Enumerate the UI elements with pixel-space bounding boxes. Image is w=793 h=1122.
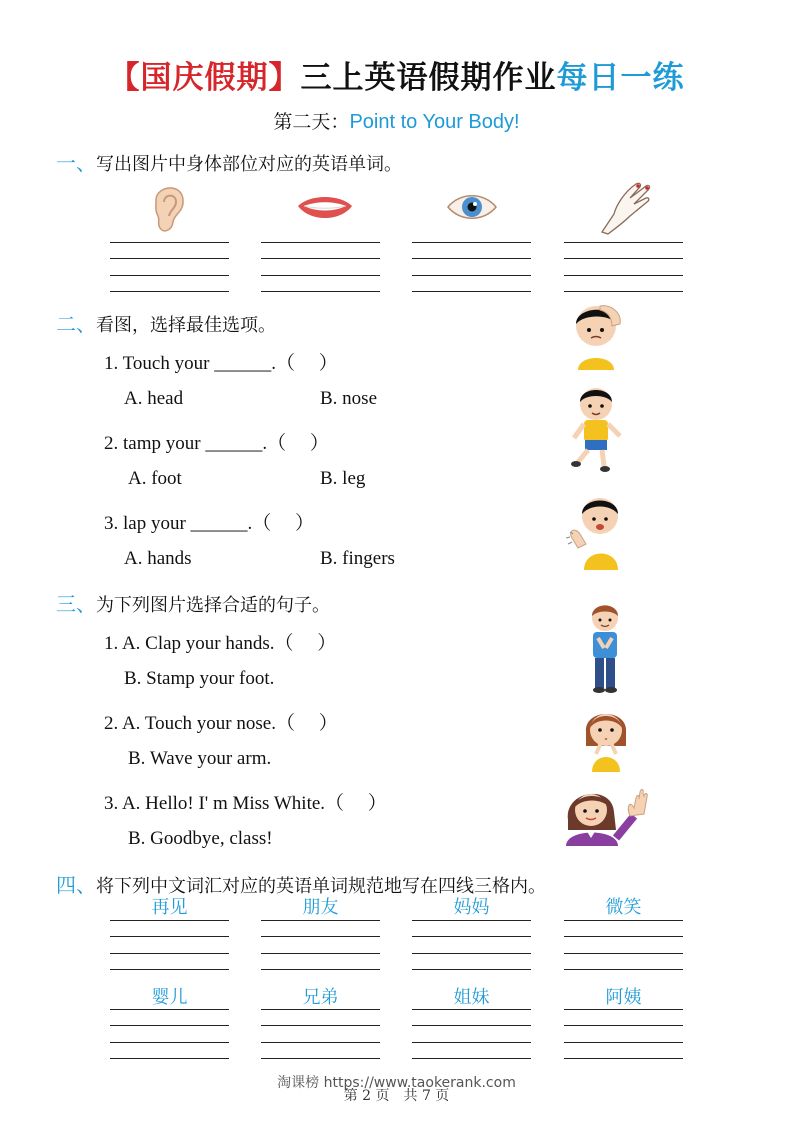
boy-touching-head-illustration	[570, 300, 626, 370]
writing-lines-4[interactable]	[564, 242, 683, 292]
word-sister: 姐妹	[453, 987, 490, 1008]
writing-lines-row1-2[interactable]	[261, 920, 380, 970]
s3-q2-option-b[interactable]: B. Wave your arm.	[128, 748, 272, 769]
ear-icon	[148, 180, 188, 236]
eye-icon	[446, 190, 498, 224]
s3-q3-option-b[interactable]: B. Goodbye, class!	[128, 828, 273, 849]
subtitle-theme: Point to Your Body!	[349, 111, 520, 133]
footer-page-number: 第 2 页 共 7 页	[343, 1088, 450, 1104]
word-goodbye: 再见	[151, 897, 188, 918]
s3-q3-option-a[interactable]: 3. A. Hello! I' m Miss White.（ ）	[104, 793, 387, 814]
s2-q2-option-b[interactable]: B. leg	[320, 468, 366, 489]
section4-number: 四、	[56, 873, 96, 897]
s2-q3-option-b[interactable]: B. fingers	[320, 548, 395, 569]
section1-text: 写出图片中身体部位对应的英语单词。	[96, 154, 402, 175]
s3-q2-option-a[interactable]: 2. A. Touch your nose.（ ）	[104, 713, 338, 734]
s2-q2-stem: 2. tamp your ______.（ ）	[104, 433, 329, 454]
s2-q1-option-b[interactable]: B. nose	[320, 388, 377, 409]
s3-q1-option-b[interactable]: B. Stamp your foot.	[124, 668, 275, 689]
writing-lines-row2-2[interactable]	[261, 1009, 380, 1059]
word-smile: 微笑	[605, 897, 642, 918]
boy-stamping-foot-illustration	[568, 384, 626, 474]
mouth-icon	[296, 192, 354, 224]
word-aunt: 阿姨	[605, 987, 642, 1008]
writing-lines-1[interactable]	[110, 242, 229, 292]
section2-heading	[56, 308, 276, 337]
writing-lines-row1-4[interactable]	[564, 920, 683, 970]
writing-lines-row1-3[interactable]	[412, 920, 531, 970]
section3-number: 三、	[56, 592, 96, 616]
writing-lines-row2-3[interactable]	[412, 1009, 531, 1059]
boy-clapping-standing-illustration	[584, 602, 626, 694]
writing-lines-3[interactable]	[412, 242, 531, 292]
section2-number: 二、	[56, 312, 96, 336]
section4-text: 将下列中文词汇对应的英语单词规范地写在四线三格内。	[96, 876, 546, 897]
word-friend: 朋友	[302, 897, 339, 918]
title-black: 三上英语假期作业	[300, 60, 557, 96]
word-brother: 兄弟	[302, 987, 339, 1008]
page-title	[0, 52, 793, 97]
s2-q2-option-a[interactable]: A. foot	[128, 468, 182, 489]
title-red: 【国庆假期】	[108, 60, 301, 96]
word-baby: 婴儿	[151, 987, 188, 1008]
section2-text: 看图，选择最佳选项。	[96, 315, 276, 336]
boy-clapping-illustration	[566, 492, 628, 570]
title-blue: 每日一练	[556, 60, 685, 96]
section1-heading	[56, 147, 402, 176]
page-subtitle	[0, 107, 793, 134]
section3-heading	[56, 588, 330, 617]
word-mother: 妈妈	[453, 897, 490, 918]
writing-lines-row1-1[interactable]	[110, 920, 229, 970]
writing-lines-row2-1[interactable]	[110, 1009, 229, 1059]
girl-touching-nose-illustration	[582, 702, 630, 772]
s2-q1-option-a[interactable]: A. head	[124, 388, 184, 409]
subtitle-day: 第二天：	[273, 111, 350, 133]
s2-q3-stem: 3. lap your ______.（ ）	[104, 513, 315, 534]
s3-q1-option-a[interactable]: 1. A. Clap your hands.（ ）	[104, 633, 337, 654]
footer-watermark: 淘课榜 https://www.taokerank.com	[277, 1075, 516, 1091]
teacher-waving-illustration	[560, 780, 652, 846]
writing-lines-row2-4[interactable]	[564, 1009, 683, 1059]
s2-q1-stem: 1. Touch your ______.（ ）	[104, 353, 338, 374]
section3-text: 为下列图片选择合适的句子。	[96, 595, 330, 616]
s2-q3-option-a[interactable]: A. hands	[124, 548, 192, 569]
hand-icon	[596, 180, 654, 236]
section1-number: 一、	[56, 151, 96, 175]
writing-lines-2[interactable]	[261, 242, 380, 292]
